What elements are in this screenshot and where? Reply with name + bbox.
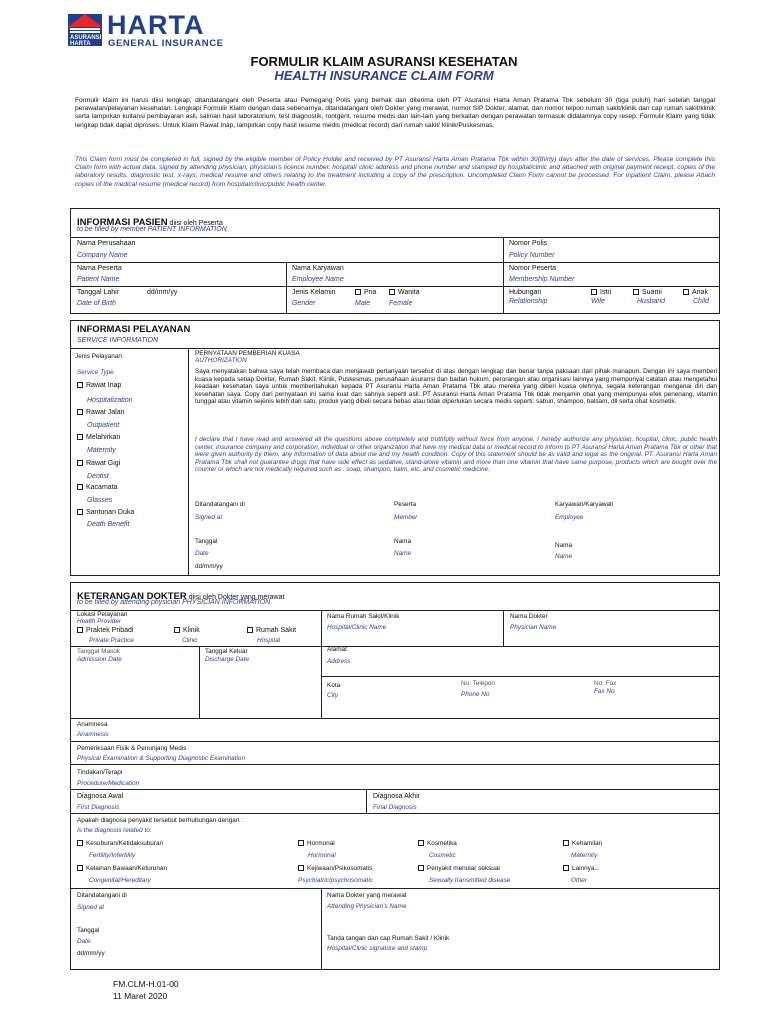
doctor-signed-at-label-en: Signed at xyxy=(77,904,105,911)
service-date-label: Tanggal xyxy=(195,538,218,545)
doctor-header: KETERANGAN DOKTER diisi oleh Dokter yang merawat xyxy=(77,591,285,602)
related-cosmetic-checkbox[interactable]: Kosmetika xyxy=(418,840,457,848)
related-congenital-en: Congenital/Hereditary xyxy=(89,877,151,884)
private-practice-en: Private Practice xyxy=(89,637,134,644)
employee-signature-label-en: Employee xyxy=(555,514,584,521)
employee-name-label-en: Employee Name xyxy=(292,276,344,283)
admission-date-label-en: Admission Date xyxy=(77,656,122,663)
member-name-label-en: Name xyxy=(394,550,412,557)
procedure-label-en: Procedure/Medication xyxy=(77,780,140,787)
doctor-subheader: to be filled by attending physician PHYSICIAN INFORMATION xyxy=(77,599,271,606)
related-pregnancy-en: Maternity xyxy=(571,852,598,859)
authorization-title: PERNYATAAN PEMBERIAN KUASA xyxy=(195,350,300,357)
service-hospitalization-checkbox[interactable]: Rawat Inap xyxy=(77,382,121,389)
relationship-husband-checkbox[interactable]: Suami xyxy=(633,289,662,296)
service-glasses-checkbox[interactable]: Kacamata xyxy=(77,484,118,491)
patient-name-label: Nama Peserta xyxy=(77,265,122,272)
related-std-en: Sexually transmitted disease xyxy=(429,877,511,884)
hospital-name-label-en: Hospital/Clinic Name xyxy=(327,624,387,631)
membership-number-label: Nomor Peserta xyxy=(509,265,557,272)
logo-subtitle: GENERAL INSURANCE xyxy=(108,38,224,49)
gender-female-checkbox[interactable]: Wanita xyxy=(389,289,420,296)
authorization-text-en: I declare that I have read and answered all the questions above completely and truthfully without force from anyone. I hereby authorize any physician, hospital, clinic, public health center, insurance company and corporation, individual or other organization that have my medical data or medical record to inform to PT Asuransi Harta Aman Pratama Tbk or other that were given authority by them, any information of data about me and my health condition. Copy of this statement should be as valid and legal as the original. PT. Asuransi Harta Aman Pratama Tbk shall not guarantee drugs that have side effect as sedative, stand-alone vitamin and more than one vitamin that have same purpose, products which are bought over the counter or which are not medically required such as : soap, shampoo, balm, etc. and cosmetic medicine. xyxy=(195,436,717,474)
first-diagnosis-label-en: First Diagnosis xyxy=(77,804,120,811)
city-label: Kota xyxy=(327,682,341,689)
company-name-label-en: Company Name xyxy=(77,252,128,259)
hospital-en: Hospital xyxy=(257,637,281,644)
service-death-benefit-checkbox[interactable]: Santunan Duka xyxy=(77,509,134,516)
doctor-signed-at-label: Ditandatangani di xyxy=(77,892,127,899)
stamp-label: Tanda tangan dan cap Rumah Sakit / Klinik xyxy=(327,935,450,942)
clinic-en: Clinic xyxy=(182,637,198,644)
related-std-checkbox[interactable]: Penyakit menular seksual xyxy=(418,865,500,873)
form-title: FORMULIR KLAIM ASURANSI KESEHATAN xyxy=(250,54,518,69)
service-type-label-en: Service Type xyxy=(77,369,114,376)
intro-text-en: This Claim form must be completed in full, signed by the eligible member of Policy Holder and received by PT Asuransi Harta Aman Pratama Tbk within 30(thirty) days after the date of services. Please complete this Claim form with actual data, signed by attending physician, physician's licence number, hospital/ clinic address and phone number and stamped by hospital/clinic and attached with original payment receipt, copies of the laboratory results, diagnostic test, x-rays, medical resume and others relating to the treatment including a copy of the prescription. Uncompleted Claim Form cannot be processed. For Inpatient Claim, please Attach copies of the medical resume (medical record) from hospital/clinic/public health center. xyxy=(75,156,715,188)
procedure-label: Tindakan/Terapi xyxy=(77,769,123,776)
related-hormonal-en: Hormonal xyxy=(308,852,336,859)
patient-subheader: to be filled by member PATIENT INFORMATION xyxy=(77,226,227,233)
doctor-section xyxy=(70,582,720,970)
related-psychiatric-checkbox[interactable]: Kejiwaan/Psikosomatis xyxy=(298,865,372,873)
relationship-child-label-en: Child xyxy=(693,298,709,305)
employee-signature-label: Karyawan/Karyawati xyxy=(555,501,614,508)
employee-name-label: Nama Karyawan xyxy=(292,265,344,272)
provider-label: Lokasi Pelayanan xyxy=(77,611,128,618)
logo-badge-text: ASURANSI HARTA xyxy=(70,35,102,47)
phone-label-en: Phone No xyxy=(461,691,490,698)
service-signed-at-label: Ditandatangani di xyxy=(195,501,245,508)
related-other-en: Other xyxy=(571,877,587,884)
intro-text-id: Formulir klaim ini harus diisi lengkap, ditandatangani oleh Peserta atau Pemegang Polis yang berhak dan diterima oleh PT Asuransi Harta Aman Pratama Tbk sebelum 30 (tiga puluh) hari setelah tanggal perawatan/pelayanan kesehatan. Lengkapi Formulir Klaim dengan data sebenarnya, ditandatangani oleh Dokter yang merawat, nomor SIP Dokter, alamat, dan nomor telpon rumah sakit/klinik dan cap rumah sakit/klinik serta lampirkan kuitansi pembayaran asli, salinan hasil laboratorium, test diagnostik, rontgent, resume medis dan lain-lain yang berkaitan dengan perawatan termasuk didalamnya copy resep. Formulir Klaim yang tidak lengkap tidak dapat diproses. Untuk Klaim Rawat Inap, lampirkan copy hasil resume medis (medical record) dari rumah sakit/ klinik/Puskesmas. xyxy=(75,97,715,129)
related-fertility-en: Fertility/Infertility xyxy=(89,852,136,859)
service-maternity-en: Maternity xyxy=(87,447,116,454)
related-congenital-checkbox[interactable]: Kelainan Bawaan/Keturunan xyxy=(77,865,167,873)
gender-female-label-en: Female xyxy=(389,300,413,307)
related-cosmetic-en: Cosmetic xyxy=(429,852,456,859)
discharge-date-label: Tanggal Keluar xyxy=(205,648,248,655)
dob-format: dd/mm/yy xyxy=(147,289,178,296)
service-header: INFORMASI PELAYANAN xyxy=(77,324,191,335)
relationship-husband-label-en: Husband xyxy=(637,298,666,305)
member-signature-label: Peserta xyxy=(394,501,417,508)
logo-badge xyxy=(68,14,102,46)
address-label: Alamat xyxy=(327,646,347,653)
service-outpatient-en: Outpatient xyxy=(87,422,120,429)
doctor-date-label-en: Date xyxy=(77,938,91,945)
policy-number-label-en: Policy Number xyxy=(509,252,555,259)
relationship-label: Hubungan xyxy=(509,289,542,296)
form-title-en: HEALTH INSURANCE CLAIM FORM xyxy=(274,68,494,83)
doctor-date-format: dd/mm/yy xyxy=(77,950,105,957)
physician-name-label-en: Physician Name xyxy=(510,624,557,631)
policy-number-label: Nomor Polis xyxy=(509,240,548,247)
admission-date-label: Tanggal Masuk xyxy=(77,648,120,655)
attending-physician-label-en: Attending Physician's Name xyxy=(327,903,407,910)
service-dentist-checkbox[interactable]: Rawat Gigi xyxy=(77,460,120,467)
phone-label: No. Telepon xyxy=(461,680,495,687)
logo-brand: HARTA xyxy=(107,10,205,40)
related-fertility-checkbox[interactable]: Kesuburan/Ketidaksuburan xyxy=(77,840,163,848)
authorization-title-en: AUTHORIZATION xyxy=(195,357,247,364)
related-pregnancy-checkbox[interactable]: Kehamilan xyxy=(563,840,602,848)
first-diagnosis-label: Diagnosa Awal xyxy=(77,793,124,800)
service-signed-at-label-en: Signed at xyxy=(195,514,223,521)
employee-name-sign-label: Nama xyxy=(555,542,573,549)
dob-label: Tanggal Lahir xyxy=(77,289,120,296)
discharge-date-label-en: Discharge Date xyxy=(205,656,250,663)
related-question: Apakah diagnosa penyakit tersebut berhubungan dengan : xyxy=(77,817,243,824)
final-diagnosis-label-en: Final Diagnosis xyxy=(373,804,417,811)
relationship-label-en: Relationship xyxy=(509,298,548,305)
provider-label-en: Health Provider xyxy=(77,618,122,625)
related-other-checkbox[interactable]: Lainnya... xyxy=(563,865,600,873)
gender-label-en: Gender xyxy=(292,300,316,307)
service-death-benefit-en: Death Benefit xyxy=(87,521,130,528)
service-glasses-en: Glasses xyxy=(87,497,113,504)
relationship-wife-label-en: Wife xyxy=(591,298,605,305)
gender-male-checkbox[interactable]: Pria xyxy=(355,289,376,296)
service-subheader: SERVICE INFORMATION xyxy=(77,337,159,344)
gender-male-label-en: Male xyxy=(355,300,371,307)
city-label-en: City xyxy=(327,692,339,699)
hospital-checkbox[interactable]: Rumah Sakit xyxy=(247,627,296,634)
related-hormonal-checkbox[interactable]: Hormonal xyxy=(298,840,335,848)
private-practice-checkbox[interactable]: Praktek Pribadi xyxy=(77,627,133,634)
company-name-label: Nama Perusahaan xyxy=(77,240,136,247)
service-maternity-checkbox[interactable]: Melahirkan xyxy=(77,434,120,441)
patient-section xyxy=(70,208,720,314)
membership-number-label-en: Membership Number xyxy=(509,276,575,283)
authorization-text: Saya menyatakan bahwa saya telah membaca dan menjawab pertanyaan tersebut di atas dengan lengkap dan benar tanpa paksaan dari pihak manapun. Dengan ini saya memberi kuasa kepada setiap Dokter, Rumah Sakit, Klinik, Puskesmas, perusahaan asuransi dan badan hukum, perorangan atau organisasi lainnya yang mempunyai catatan atau mengetahui keadaan kesehatan saya untuk memberitahukan kepada PT Asuransi Harta Aman Pratama Tbk atau mereka yang diberi kuasa olehnya, segala keterangan mengenai diri dan kesehatan saya. Copy dari pernyataan ini sama kuat dan sahnya seperti asli. PT Asuransi Harta Aman Pratama Tbk tidak menjamin obat yang mempunyai efek penenang, vitamin tunggal atau vitamin sejenis lebih dari satu, produk yang dibeli secara bebas atau tidak diperlukan secara medis seperti: sabun, shampoo, balsam, dll serta obat kosmetik. xyxy=(195,368,717,406)
related-psychiatric-en: Psychiatric/psychosomatic xyxy=(298,877,373,884)
fax-label-en: Fax No xyxy=(594,688,615,695)
hospital-name-label: Nama Rumah Sakit/Klinik xyxy=(327,613,400,620)
gender-label: Jenis Kelamin xyxy=(292,289,336,296)
service-date-format: dd/mm/yy xyxy=(195,563,223,570)
address-label-en: Address xyxy=(327,658,351,665)
clinic-checkbox[interactable]: Klinik xyxy=(174,627,200,634)
service-dentist-en: Dentist xyxy=(87,473,109,480)
fax-label: No. Fax xyxy=(594,680,617,687)
service-hospitalization-en: Hospitalization xyxy=(87,397,133,404)
physician-name-label: Nama Dokter xyxy=(510,613,548,620)
member-name-label: Nama xyxy=(394,538,412,545)
examination-label-en: Physical Examination & Supporting Diagnostic Examination xyxy=(77,755,246,762)
patient-name-label-en: Patient Name xyxy=(77,276,120,283)
member-signature-label-en: Member xyxy=(394,514,418,521)
stamp-label-en: Hospital/Clinic signature and stamp xyxy=(327,945,428,952)
service-outpatient-checkbox[interactable]: Rawat Jalan xyxy=(77,409,125,416)
form-code: FM.CLM-H.01-00 xyxy=(113,979,179,989)
service-type-label: Jenis Pelayanan xyxy=(75,353,122,360)
attending-physician-label: Nama Dokter yang merawat xyxy=(327,892,407,899)
related-question-en: Is the diagnosis related to: xyxy=(77,827,152,834)
final-diagnosis-label: Diagnosa Akhir xyxy=(373,793,421,800)
patient-header: INFORMASI PASIEN diisi oleh Peserta xyxy=(77,217,223,228)
anamnesis-label: Anamnesa xyxy=(77,721,108,728)
anamnesis-label-en: Anamnesis xyxy=(77,731,109,738)
examination-label: Pemeriksaan Fisik & Penunjang Medis xyxy=(77,745,187,752)
service-section xyxy=(70,320,720,576)
relationship-wife-checkbox[interactable]: Istri xyxy=(591,289,611,296)
dob-label-en: Date of Birth xyxy=(77,300,116,307)
doctor-date-label: Tanggal xyxy=(77,927,100,934)
employee-name-sign-label-en: Name xyxy=(555,553,573,560)
form-date: 11 Maret 2020 xyxy=(113,991,168,1001)
relationship-child-checkbox[interactable]: Anak xyxy=(683,289,708,296)
service-date-label-en: Date xyxy=(195,550,209,557)
